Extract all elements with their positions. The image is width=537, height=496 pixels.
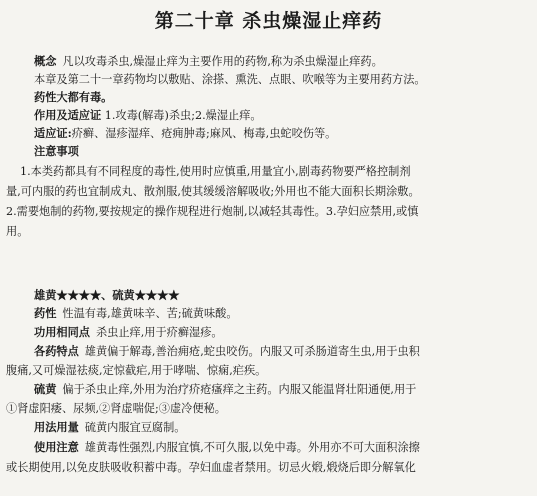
- notes-line-1: 1.本类药都具有不同程度的毒性,使用时应慎重,用量宜小,剧毒药物要严格控制剂: [20, 165, 411, 178]
- concept-text: 凡以攻毒杀虫,燥湿止痒为主要作用的药物,称为杀虫燥湿止痒药。: [62, 55, 383, 68]
- caution-line: [34, 440, 531, 455]
- sulfur-label: 硫黄: [34, 382, 57, 396]
- function-line: [34, 108, 531, 123]
- usage-label: 用法用量: [34, 420, 79, 434]
- notes-line-3: 2.需要炮制的药物,要按规定的操作规程进行炮制,以减轻其毒性。3.孕妇应禁用,或慎: [6, 205, 419, 218]
- function-label: 作用及适应证: [34, 108, 102, 122]
- herb-property-text: 性温有毒,雄黄味辛、苦;硫黄味酸。: [62, 307, 238, 320]
- indication-label: 适应证:: [34, 126, 72, 140]
- property-line: 药性大都有毒。: [34, 90, 113, 104]
- herb-feature-label: 各药特点: [34, 344, 79, 358]
- chapter-title: 第二十章 杀虫燥湿止痒药: [154, 10, 383, 32]
- herb-property-label: 药性: [34, 306, 57, 320]
- indication-text: 疥癣、湿疹湿痒、疮痈肿毒;麻风、梅毒,虫蛇咬伤等。: [71, 127, 337, 140]
- function-text: 1.攻毒(解毒)杀虫;2.燥湿止痒。: [104, 109, 262, 122]
- herb-common-line: [34, 325, 531, 340]
- sulfur-line: [34, 382, 531, 397]
- indication-line: [34, 126, 531, 141]
- concept-label: 概念: [34, 54, 57, 68]
- usage-line: [34, 420, 531, 435]
- notes-line-4: 用。: [6, 225, 29, 238]
- sulfur-text-2: ①肾虚阳痿、尿频,②肾虚喘促;③虚冷便秘。: [6, 402, 226, 415]
- caution-label: 使用注意: [34, 440, 79, 454]
- concept-line: [34, 54, 531, 69]
- herb-feature-text-2: 腹痛,又可燥湿祛痰,定惊截疟,用于哮喘、惊痫,疟疾。: [6, 364, 267, 377]
- herb-feature-line: [34, 344, 531, 359]
- herb-heading: 雄黄★★★★、硫黄★★★★: [34, 288, 180, 302]
- caution-text-2: 或长期使用,以免皮肤吸收积蓄中毒。孕妇血虚者禁用。切忌火煅,煅烧后即分解氧化: [6, 461, 416, 474]
- usage-text: 硫黄内服宜豆腐制。: [84, 421, 186, 434]
- herb-common-label: 功用相同点: [34, 325, 90, 339]
- notes-label: 注意事项: [34, 144, 79, 158]
- herb-common-text: 杀虫止痒,用于疥癣湿疹。: [95, 326, 223, 339]
- sulfur-text-1: 偏于杀虫止痒,外用为治疗疥疮瘙痒之主药。内服又能温肾壮阳通便,用于: [62, 383, 417, 396]
- herb-feature-text-1: 雄黄偏于解毒,善治痈疮,蛇虫咬伤。内服又可杀肠道寄生虫,用于虫积: [84, 345, 420, 358]
- caution-text-1: 雄黄毒性强烈,内服宜慎,不可久服,以免中毒。外用亦不可大面积涂擦: [84, 441, 420, 454]
- herb-property-line: [34, 306, 531, 321]
- notes-line-2: 量,可内服的药也宜制成丸、散剂服,使其缓缓溶解吸收;外用也不能大面积长期涂敷。: [6, 185, 420, 198]
- scope-line: 本章及第二十一章药物均以敷贴、涂搽、熏洗、点眼、吹喉等为主要用药方法。: [34, 73, 426, 86]
